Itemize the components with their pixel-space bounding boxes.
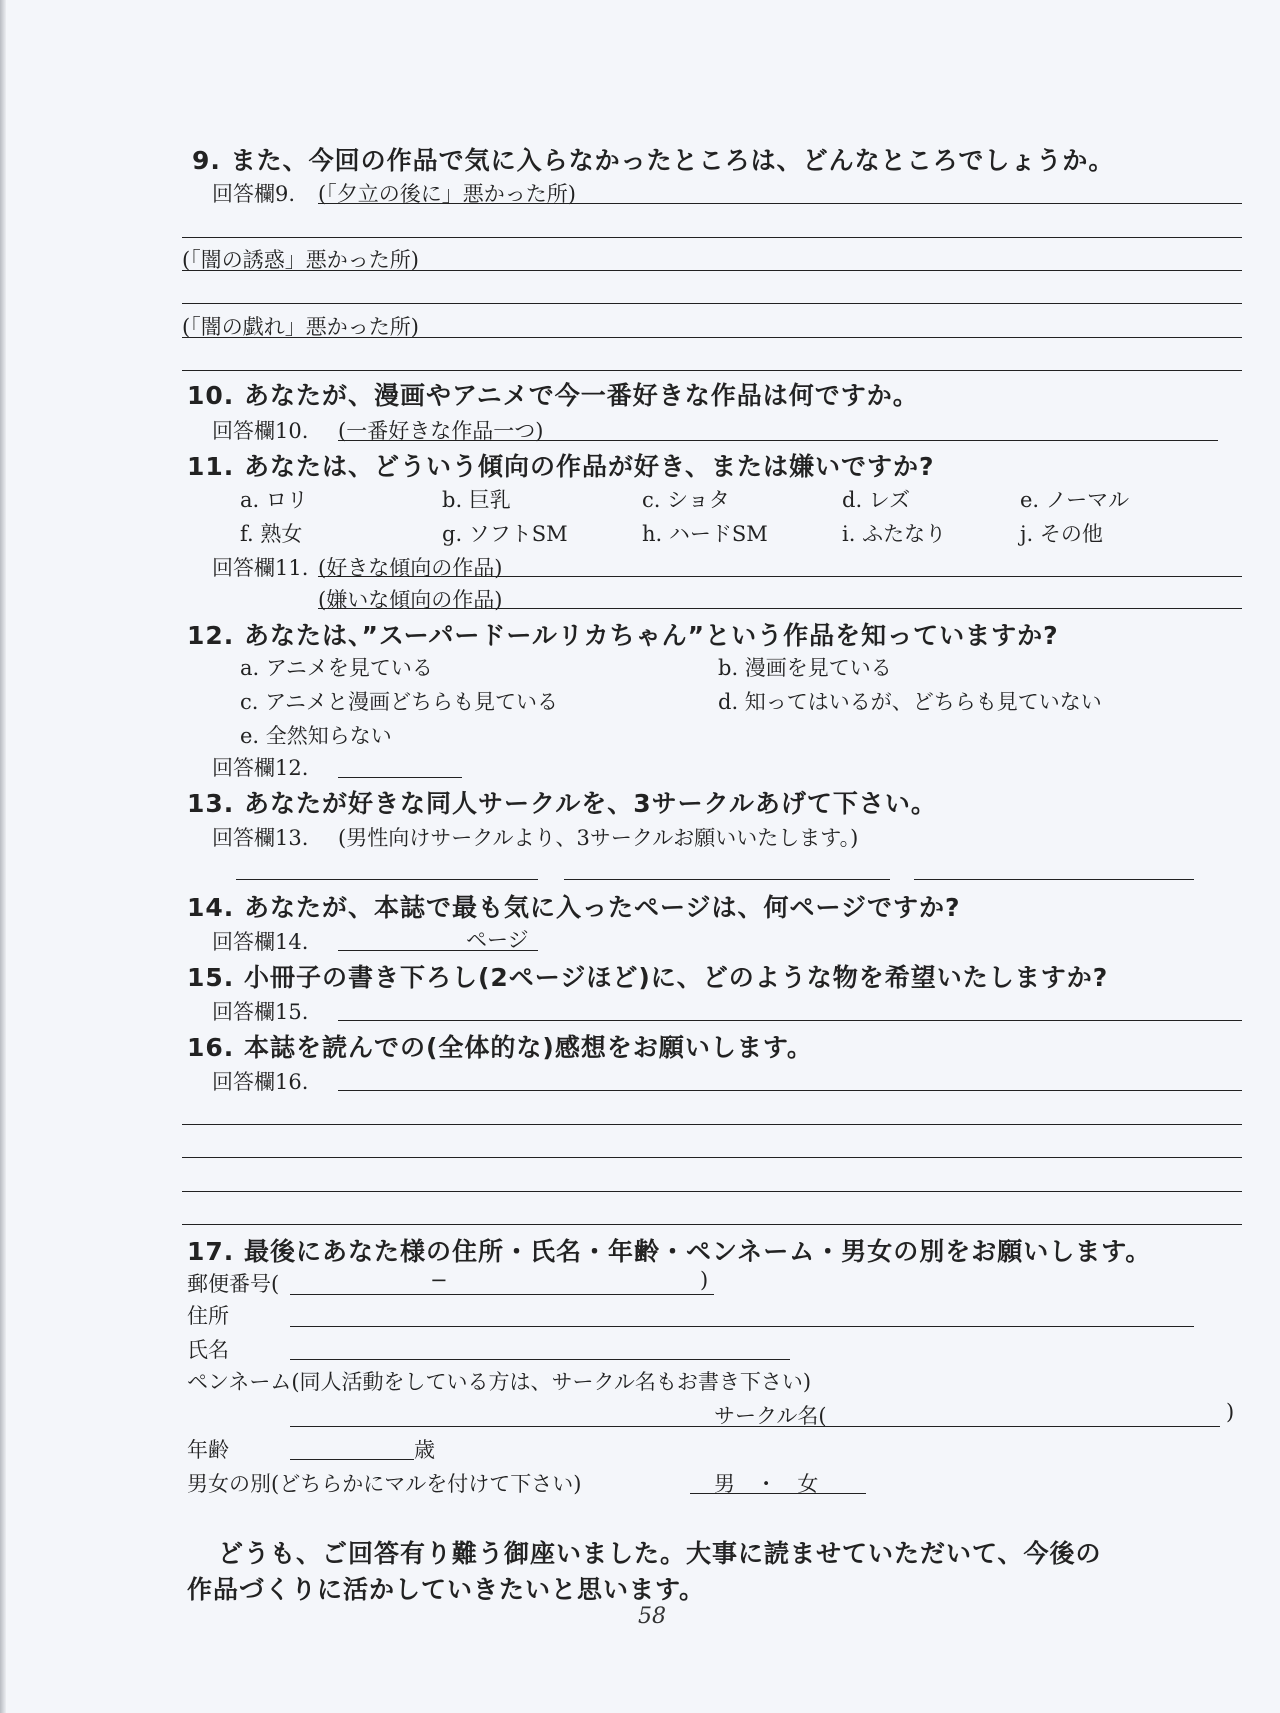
address-label: 住所 [187,1304,229,1328]
circle-name-label: サークル名( [714,1404,827,1428]
postal-close: ) [700,1268,709,1292]
answer-11-dislike-line[interactable] [318,608,1242,609]
answer-9-line-1[interactable] [318,203,1242,204]
answer-12-label: 回答欄12. [212,756,309,780]
answer-10-line[interactable] [338,440,1218,441]
answer-14-unit: ページ [466,928,529,952]
penname-field[interactable] [290,1426,1220,1427]
q12-option-c: c. アニメと漫画どちらも見ている [240,690,559,714]
answer-10-label: 回答欄10. [212,419,309,443]
question-17-title: 17. 最後にあなた様の住所・氏名・年齢・ペンネーム・男女の別をお願いします。 [187,1237,1152,1266]
answer-16-line-1[interactable] [338,1090,1242,1091]
address-field[interactable] [290,1326,1194,1327]
answer-9-line-4[interactable] [182,303,1242,304]
gender-field-line [690,1493,866,1494]
q11-option-j: j. その他 [1020,522,1103,546]
q12-option-e: e. 全然知らない [240,724,392,748]
answer-16-line-4[interactable] [182,1191,1242,1192]
question-11-title: 11. あなたは、どういう傾向の作品が好き、または嫌いですか? [187,452,935,481]
name-field[interactable] [290,1359,790,1360]
question-13-title: 13. あなたが好きな同人サークルを、3サークルあげて下さい。 [187,789,937,818]
answer-9-hint-1: (「夕立の後に」悪かった所) [318,182,576,206]
circle-name-close: ) [1226,1400,1235,1424]
question-12-title: 12. あなたは、”スーパードールリカちゃん”という作品を知っていますか? [187,621,1059,650]
age-unit: 歳 [414,1438,435,1462]
q12-option-a: a. アニメを見ている [240,656,433,680]
question-14-title: 14. あなたが、本誌で最も気に入ったページは、何ページですか? [187,893,961,922]
q11-option-a: a. ロリ [240,488,308,512]
answer-13-circle-3[interactable] [914,879,1194,880]
answer-15-line[interactable] [338,1020,1242,1021]
question-15-title: 15. 小冊子の書き下ろし(2ページほど)に、どのような物を希望いたしますか? [187,963,1109,992]
answer-9-line-5[interactable] [182,337,1242,338]
closing-line-1: どうも、ご回答有り難う御座いました。大事に読ませていただいて、今後の [218,1539,1102,1568]
answer-9-line-6[interactable] [182,370,1242,371]
q11-option-h: h. ハードSM [642,522,768,546]
answer-13-label: 回答欄13. [212,826,309,850]
answer-13-circle-2[interactable] [564,879,890,880]
answer-16-line-2[interactable] [182,1124,1242,1125]
gender-label: 男女の別(どちらかにマルを付けて下さい) [187,1472,582,1496]
answer-13-hint: (男性向けサークルより、3サークルお願いいたします。) [338,826,859,850]
gender-choices[interactable]: 男 ・ 女 [714,1472,819,1496]
answer-9-label: 回答欄9. [212,182,296,206]
page-edge-shadow [0,0,6,1713]
postal-label: 郵便番号( [187,1272,280,1296]
age-field[interactable] [290,1459,414,1460]
q11-option-b: b. 巨乳 [442,488,511,512]
answer-10-hint: (一番好きな作品一つ) [338,419,544,443]
q11-option-g: g. ソフトSM [442,522,568,546]
answer-11-like-line[interactable] [318,576,1242,577]
name-label: 氏名 [187,1338,229,1362]
answer-9-line-2[interactable] [182,237,1242,238]
q11-option-e: e. ノーマル [1020,488,1130,512]
question-9-title: 9. また、今回の作品で気に入らなかったところは、どんなところでしょうか。 [192,146,1115,175]
answer-16-label: 回答欄16. [212,1070,309,1094]
postal-code-field[interactable] [290,1294,714,1295]
q11-option-i: i. ふたなり [842,522,947,546]
q12-option-d: d. 知ってはいるが、どちらも見ていない [718,690,1102,714]
answer-15-label: 回答欄15. [212,1000,309,1024]
q11-option-d: d. レズ [842,488,911,512]
answer-16-line-5[interactable] [182,1224,1242,1225]
answer-12-line[interactable] [338,777,462,778]
closing-line-2: 作品づくりに活かしていきたいと思います。 [187,1575,706,1604]
q11-option-f: f. 熟女 [240,522,303,546]
postal-dash: − [430,1268,448,1292]
answer-16-line-3[interactable] [182,1157,1242,1158]
q12-option-b: b. 漫画を見ている [718,656,892,680]
page-number: 58 [638,1604,666,1629]
answer-11-hint-like: (好きな傾向の作品) [318,556,503,580]
answer-14-label: 回答欄14. [212,930,309,954]
answer-9-hint-2: (「闇の誘惑」悪かった所) [182,248,419,272]
answer-11-label: 回答欄11. [212,556,309,580]
answer-11-hint-dislike: (嫌いな傾向の作品) [318,588,503,612]
answer-9-line-3[interactable] [182,270,1242,271]
age-label: 年齢 [187,1438,229,1462]
question-16-title: 16. 本誌を読んでの(全体的な)感想をお願いします。 [187,1033,813,1062]
q11-option-c: c. ショタ [642,488,730,512]
answer-13-circle-1[interactable] [236,879,538,880]
penname-label: ペンネーム(同人活動をしている方は、サークル名もお書き下さい) [187,1370,812,1394]
answer-9-hint-3: (「闇の戯れ」悪かった所) [182,315,419,339]
question-10-title: 10. あなたが、漫画やアニメで今一番好きな作品は何ですか。 [187,381,919,410]
